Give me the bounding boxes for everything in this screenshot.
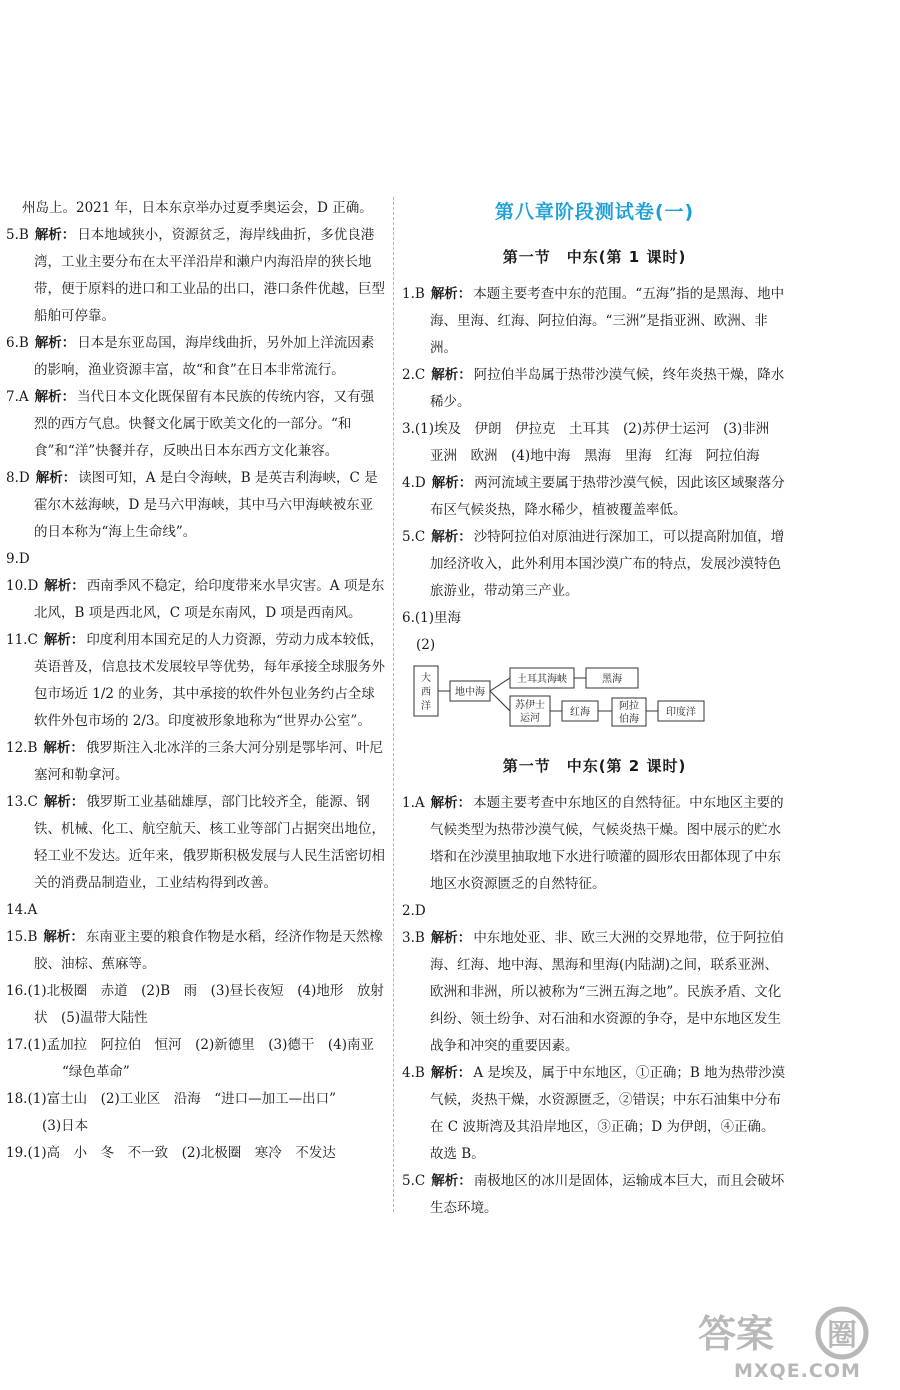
answer-item: 州岛上。2021 年，日本东京举办过夏季奥运会，D 正确。 xyxy=(22,200,373,216)
column-divider xyxy=(393,197,394,1212)
black-sea-label: 黑海 xyxy=(602,674,622,685)
answer-item: 13.C 解析： 俄罗斯工业基础雄厚，部门比较齐全，能源、钢铁、机械、化工、航空航天、核工业等部门占据突出地位，轻工业不发达。近年来，俄罗斯积极发展与人民生活密切相关的消费品制造业，工业结构得到改善。 xyxy=(6,794,385,891)
bosporus-label: 土耳其海峡 xyxy=(517,674,567,685)
sea-route-diagram xyxy=(410,661,787,747)
answer-item: 6.B 解析： 日本是东亚岛国，海岸线曲折，另外加上洋流因素的影响，渔业资源丰富，故“和食”在日本非常流行。 xyxy=(6,335,375,378)
answer-item: 3.(1)埃及 伊朗 伊拉克 土耳其 (2)苏伊士运河 (3)非洲 亚洲 欧洲 (4)地中海 黑海 里海 红海 阿拉伯海 xyxy=(402,421,783,464)
atlantic-label-1: 大 xyxy=(421,673,431,684)
arabian-sea-label-2: 伯海 xyxy=(619,714,639,725)
suez-label-2: 运河 xyxy=(520,713,540,724)
answer-item: 15.B 解析： 东南亚主要的粮食作物是水稻，经济作物是天然橡胶、油棕、蕉麻等。 xyxy=(6,929,383,972)
answer-item: 4.B 解析： A 是埃及，属于中东地区，①正确；B 地为热带沙漠气候，炎热干燥，水资源匮乏，②错误；中东石油集中分布在 C 波斯湾及其沿岸地区，③正确；D 为伊朗，④正确。故选 B。 xyxy=(402,1065,786,1162)
answer-item: 10.D 解析： 西南季风不稳定，给印度带来水旱灾害。A 项是东北风，B 项是西北风，C 项是东南风，D 项是西南风。 xyxy=(6,578,385,621)
answer-item: 8.D 解析： 读图可知，A 是白令海峡，B 是英吉利海峡，C 是霍尔木兹海峡，D 是马六甲海峡，其中马六甲海峡被东亚的日本称为“海上生命线”。 xyxy=(6,470,378,540)
mediterranean-label: 地中海 xyxy=(455,687,485,698)
answer-item: 4.D 解析： 两河流域主要属于热带沙漠气候，因此该区域聚落分布区气候炎热，降水稀少，植被覆盖率低。 xyxy=(402,475,785,518)
left-column xyxy=(6,195,386,1167)
answer-item: 11.C 解析： 印度利用本国充足的人力资源，劳动力成本较低，英语普及，信息技术发展较早等优势，每年承接全球服务外包市场近 1/2 的业务，其中承接的软件外包业务约占全球软件外包市场的 2/3。印度被形象地称为“世界办公室”。 xyxy=(6,632,385,729)
answer-item: 9.D xyxy=(6,551,30,567)
red-sea-label: 红海 xyxy=(570,707,590,718)
connector xyxy=(490,678,510,691)
answer-continuation: (3)日本 xyxy=(42,1118,89,1134)
answer-continuation: “绿色革命” xyxy=(62,1064,130,1080)
atlantic-label-2: 西 xyxy=(421,687,431,698)
answer-item: 17.(1)孟加拉 阿拉伯 恒河 (2)新德里 (3)德干 (4)南亚 xyxy=(6,1037,374,1053)
indian-ocean-label: 印度洋 xyxy=(666,707,696,718)
chapter-title: 第八章阶段测试卷(一) xyxy=(494,201,695,223)
right-column xyxy=(402,195,787,1222)
suez-label-1: 苏伊士 xyxy=(515,700,545,711)
section-title: 第一节 中东(第 1 课时) xyxy=(502,248,687,266)
atlantic-label-3: 洋 xyxy=(421,701,431,712)
watermark-badge-text: 圈 xyxy=(827,1318,857,1353)
watermark-logo xyxy=(694,1305,884,1380)
answer-item: 5.C 解析： 沙特阿拉伯对原油进行深加工，可以提高附加值，增加经济收入，此外利用本国沙漠广布的特点，发展沙漠特色旅游业，带动第三产业。 xyxy=(402,529,785,599)
answer-item: 18.(1)富士山 (2)工业区 沿海 “进口—加工—出口” xyxy=(6,1091,337,1107)
watermark-top-text: 答案 xyxy=(698,1312,775,1356)
answer-item: 12.B 解析： 俄罗斯注入北冰洋的三条大河分别是鄂毕河、叶尼塞河和勒拿河。 xyxy=(6,740,383,783)
answer-item: 14.A xyxy=(6,902,38,918)
answer-item: 1.B 解析： 本题主要考查中东的范围。“五海”指的是黑海、地中海、里海、红海、阿拉伯海。“三洲”是指亚洲、欧洲、非洲。 xyxy=(402,286,785,356)
arabian-sea-label-1: 阿拉 xyxy=(619,701,639,712)
answer-item: 16.(1)北极圈 赤道 (2)B 雨 (3)昼长夜短 (4)地形 放射状 (5)温带大陆性 xyxy=(6,983,384,1026)
section-title: 第一节 中东(第 2 课时) xyxy=(502,757,687,775)
answer-item: 5.B 解析： 日本地域狭小，资源贫乏，海岸线曲折，多优良港湾，工业主要分布在太平洋沿岸和濑户内海沿岸的狭长地带，便于原料的进口和工业品的出口，港口条件优越，巨型船舶可停靠。 xyxy=(6,227,385,324)
answer-item: 2.C 解析： 阿拉伯半岛属于热带沙漠气候，终年炎热干燥，降水稀少。 xyxy=(402,367,785,410)
answer-item: 19.(1)高 小 冬 不一致 (2)北极圈 寒冷 不发达 xyxy=(6,1145,336,1161)
answer-item: 3.B 解析： 中东地处亚、非、欧三大洲的交界地带，位于阿拉伯海、红海、地中海、黑海和里海(内陆湖)之间，联系亚洲、欧洲和非洲，所以被称为“三洲五海之地”。民族矛盾、文化纠纷、领土纷争、对石油和水资源的争夺，是中东地区发生战争和冲突的重要因素。 xyxy=(402,930,784,1054)
answer-item: 7.A 解析： 当代日本文化既保留有本民族的传统内容，又有强烈的西方气息。快餐文化属于欧美文化的一部分。“和食”和“洋”快餐并存，反映出日本东西方文化兼容。 xyxy=(6,389,375,459)
answer-item: 5.C 解析： 南极地区的冰川是固体，运输成本巨大，而且会破坏生态环境。 xyxy=(402,1173,785,1216)
watermark-bottom-text: MXQE.COM xyxy=(734,1360,861,1380)
answer-sublabel: (2) xyxy=(416,637,436,653)
answer-item: 6.(1)里海 xyxy=(402,610,462,626)
answer-item: 2.D xyxy=(402,903,426,919)
connector xyxy=(490,691,510,711)
answer-item: 1.A 解析： 本题主要考查中东地区的自然特征。中东地区主要的气候类型为热带沙漠气候，气候炎热干燥。图中展示的贮水塔和在沙漠里抽取地下水进行喷灌的圆形农田都体现了中东地区水资源匮乏的自然特征。 xyxy=(402,795,784,892)
